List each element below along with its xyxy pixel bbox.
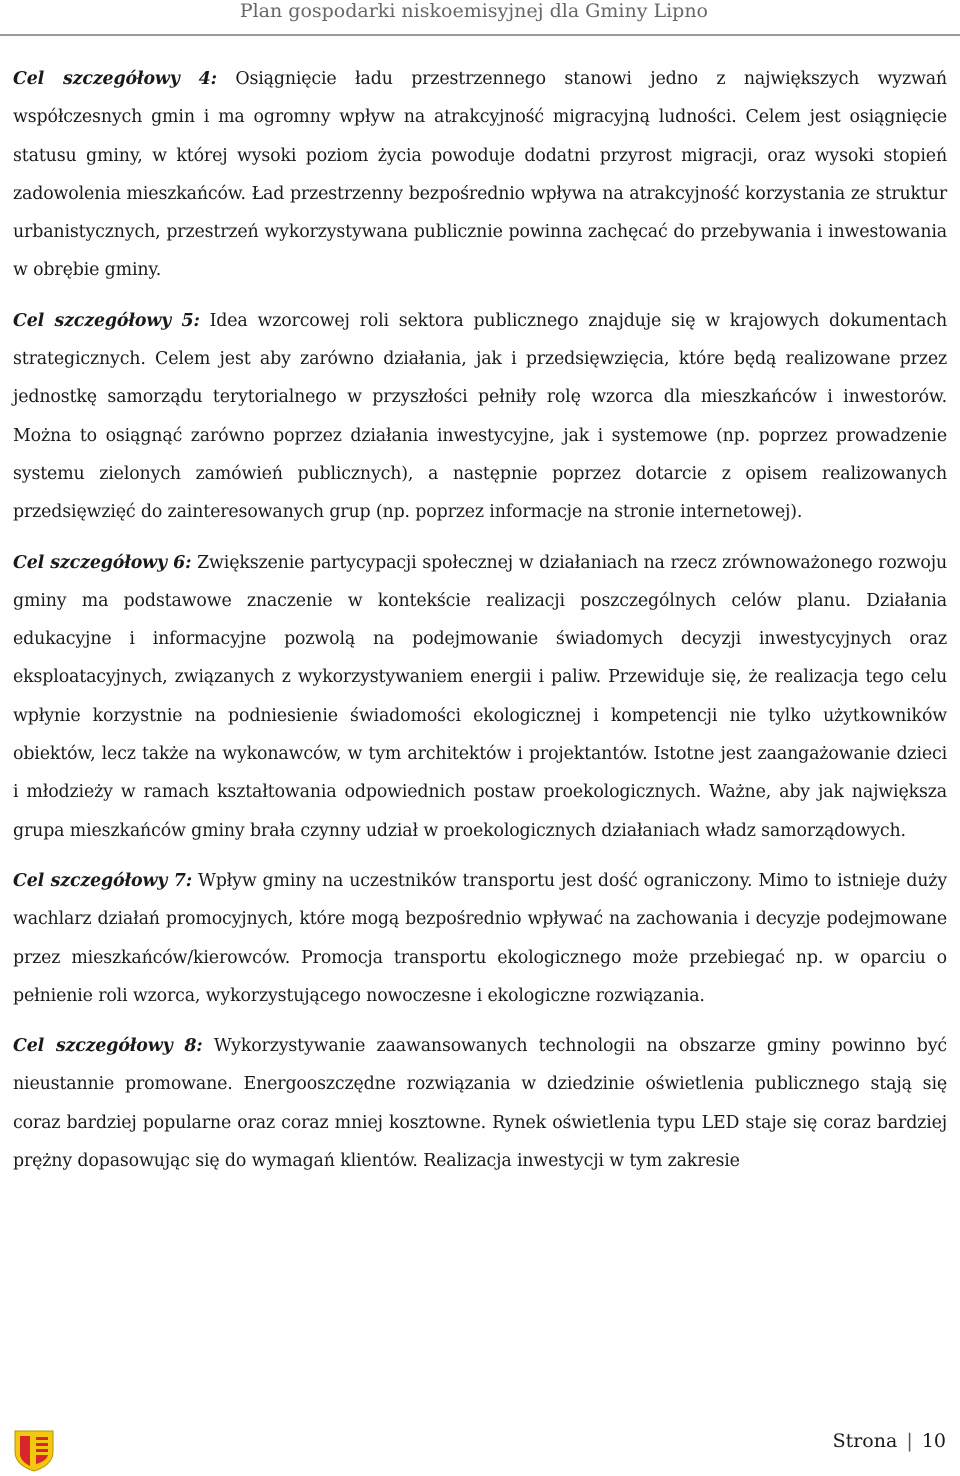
paragraph-goal-5 [13, 302, 947, 532]
coat-of-arms-icon [12, 1428, 56, 1472]
paragraph-goal-6 [13, 544, 947, 850]
header-divider [0, 34, 960, 36]
goal-text: Idea wzorcowej roli sektora publicznego znajduje się w krajowych dokumentach strategicznych. Celem jest aby zarówno działania, jak i przedsięwzięcia, które będą realizowane przez jednostkę samorządu terytorialnego w przyszłości pełniły rolę wzorca dla mieszkańców i inwestorów. Można to osiągnąć zarówno poprzez działania inwestycyjne, jak i systemowe (np. poprzez prowadzenie systemu zielonych zamówień publicznych), a następnie poprzez dotarcie z opisem realizowanych przedsięwzięć do zainteresowanych grup (np. poprzez informacje na stronie internetowej). [13, 310, 948, 523]
goal-label: Cel szczegółowy 5: [13, 310, 200, 331]
goal-label: Cel szczegółowy 7: [13, 870, 192, 891]
goal-text: Wpływ gminy na uczestników transportu jest dość ograniczony. Mimo to istnieje duży wachlarz działań promocyjnych, które mogą bezpośrednio wpływać na zachowania i decyzje podejmowane przez mieszkańców/kierowców. Promocja transportu ekologicznego może przebiegać np. w oparciu o pełnienie roli wzorca, wykorzystującego nowoczesne i ekologiczne rozwiązania. [13, 870, 947, 1006]
goal-label: Cel szczegółowy 8: [13, 1036, 203, 1057]
page-label: Strona [832, 1430, 898, 1452]
page-header [0, 0, 960, 38]
paragraph-goal-4 [13, 60, 947, 290]
page-number [833, 1430, 946, 1452]
page-number-value: 10 [921, 1430, 946, 1452]
goal-text: Osiągnięcie ładu przestrzennego stanowi jedno z największych wyzwań współczesnych gmin i ma ogromny wpływ na atrakcyjność migracyjną ludności. Celem jest osiągnięcie statusu gminy, w której wysoki poziom życia powoduje dodatni przyrost migracji, oraz wysoki stopień zadowolenia mieszkańców. Ład przestrzenny bezpośrednio wpływa na atrakcyjność korzystania ze struktur urbanistycznych, przestrzeń wykorzystywana publicznie powinna zachęcać do przebywania i inwestowania w obrębie gminy. [13, 69, 947, 281]
goal-label: Cel szczegółowy 4: [13, 69, 217, 89]
paragraph-goal-7 [13, 862, 947, 1015]
document-title: Plan gospodarki niskoemisyjnej dla Gminy Lipno [239, 0, 708, 22]
goal-text: Wykorzystywanie zaawansowanych technologii na obszarze gminy powinno być nieustannie promowane. Energooszczędne rozwiązania w dziedzinie oświetlenia publicznego stają się coraz bardziej popularne oraz coraz mniej kosztowne. Rynek oświetlenia typu LED staje się coraz bardziej prężny dopasowując się do wymagań klientów. Realizacja inwestycji w tym zakresie [13, 1036, 947, 1172]
page-separator: | [906, 1430, 913, 1452]
goal-label: Cel szczegółowy 6: [13, 552, 192, 573]
document-body [13, 60, 947, 1192]
paragraph-goal-8 [13, 1027, 947, 1180]
goal-text: Zwiększenie partycypacji społecznej w działaniach na rzecz zrównoważonego rozwoju gminy ma podstawowe znaczenie w kontekście realizacji poszczególnych celów planu. Działania edukacyjne i informacyjne pozwolą na podejmowanie świadomych decyzji inwestycyjnych oraz eksploatacyjnych, związanych z wykorzystywaniem energii i paliw. Przewiduje się, że realizacja tego celu wpłynie korzystnie na podniesienie świadomości ekologicznej i kompetencji nie tylko użytkowników obiektów, lecz także na wykonawców, w tym architektów i projektantów. Istotne jest zaangażowanie dzieci i młodzieży w ramach kształtowania odpowiednich postaw proekologicznych. Ważne, aby jak największa grupa mieszkańców gminy brała czynny udział w proekologicznych działaniach władz samorządowych. [13, 552, 948, 841]
